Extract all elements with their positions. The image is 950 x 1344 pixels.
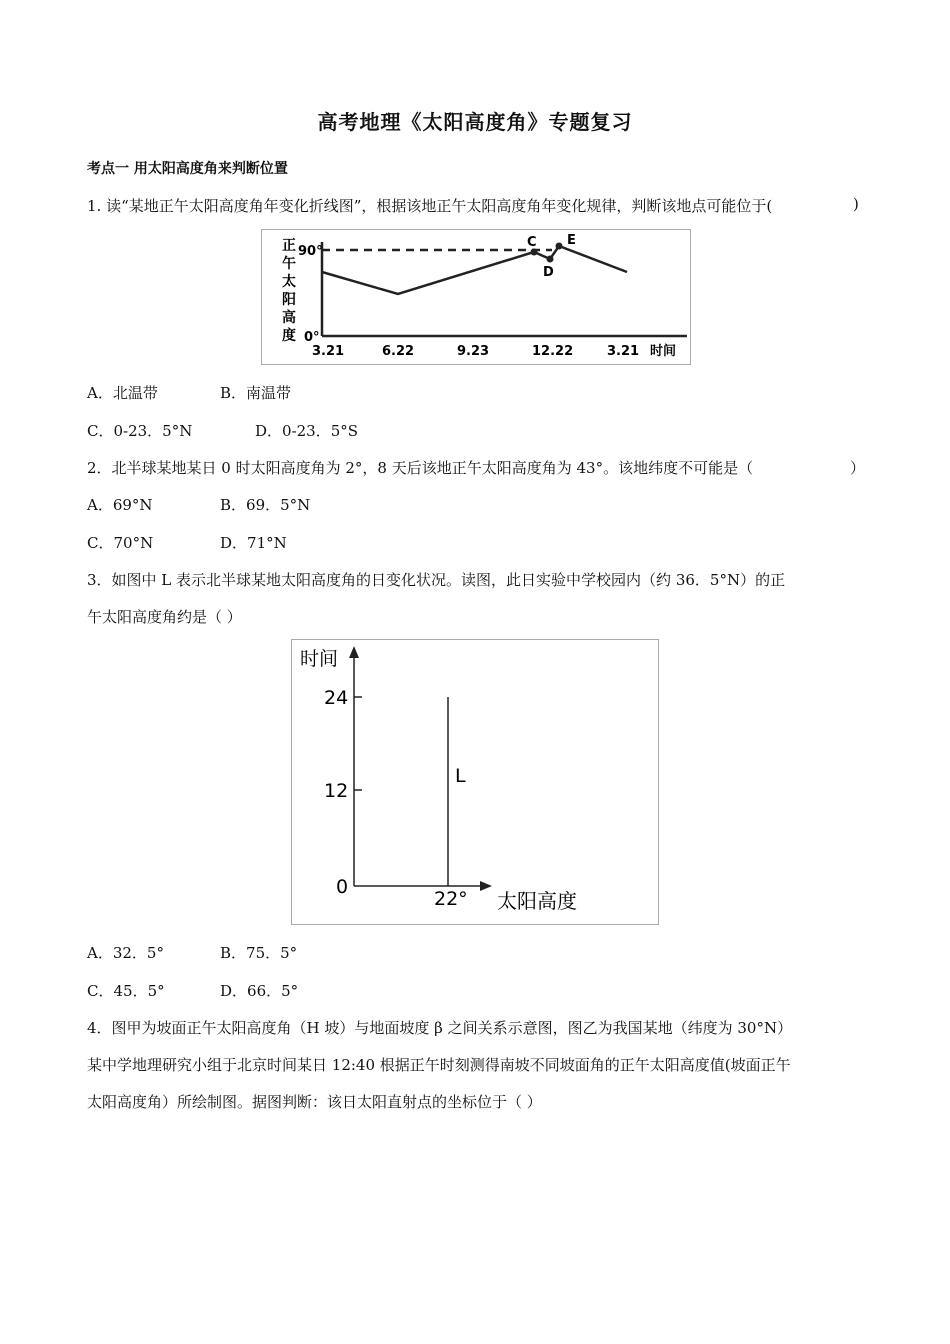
chart-1-point-e (556, 243, 563, 250)
question-2-option-b[interactable]: B．69．5°N (220, 496, 311, 514)
question-2-option-d[interactable]: D．71°N (220, 534, 287, 552)
page-title: 高考地理《太阳高度角》专题复习 (317, 110, 633, 134)
question-1-option-b[interactable]: B．南温带 (220, 384, 292, 402)
chart-2-ytick-24: 24 (324, 687, 349, 709)
question-1-option-d[interactable]: D．0-23．5°S (255, 422, 359, 440)
chart-1-point-d (547, 256, 554, 263)
chart-1-xtick-2: 6.22 (382, 344, 415, 359)
chart-1-ylabel-2: 午 (282, 256, 296, 272)
question-3-option-c[interactable]: C．45．5° (87, 982, 165, 1000)
chart-2-ytick-0: 0 (336, 876, 349, 898)
chart-1 (262, 230, 690, 364)
chart-2-frame (291, 639, 659, 925)
question-3-option-d[interactable]: D．66．5° (220, 982, 299, 1000)
chart-1-series-line (322, 246, 627, 294)
question-4-line-1: 4．图甲为坡面正午太阳高度角（H 坡）与地面坡度 β 之间关系示意图，图乙为我国某地（纬度为 30°N） (87, 1019, 793, 1037)
chart-2-ylabel: 时间 (300, 648, 339, 670)
question-2-paren: ） (850, 459, 866, 477)
chart-2 (292, 640, 658, 924)
chart-1-frame (261, 229, 691, 365)
section-heading: 考点一 用太阳高度角来判断位置 (87, 161, 288, 177)
question-3-option-b[interactable]: B．75．5° (220, 944, 298, 962)
chart-1-ylabel-5: 高 (282, 310, 296, 326)
question-2-text: 2．北半球某地某日 0 时太阳高度角为 2°，8 天后该地正午太阳高度角为 43°。该地纬度不可能是（ (87, 459, 754, 477)
chart-2-xlabel: 太阳高度 (497, 889, 577, 913)
chart-1-xtick-1: 3.21 (312, 344, 345, 359)
question-2-option-c[interactable]: C．70°N (87, 534, 154, 552)
chart-1-ytick-0: 0° (304, 330, 320, 345)
chart-1-xlabel: 时间 (650, 344, 677, 359)
chart-1-ylabel-4: 阳 (282, 292, 296, 308)
chart-2-series-label: L (455, 765, 466, 787)
question-2-option-a[interactable]: A．69°N (87, 496, 153, 514)
chart-2-y-arrow (349, 646, 359, 658)
chart-1-xtick-4: 12.22 (532, 344, 574, 359)
question-1-paren: ) (853, 195, 859, 213)
chart-1-xtick-3: 9.23 (457, 344, 490, 359)
question-1-text: 1. 读“某地正午太阳高度角年变化折线图”，根据该地正午太阳高度角年变化规律，判断该地点可能位于( (87, 197, 773, 215)
chart-1-label-c: C (527, 235, 537, 250)
chart-1-label-d: D (543, 265, 554, 280)
chart-1-ylabel-1: 正 (282, 238, 296, 254)
question-1-option-a[interactable]: A．北温带 (87, 384, 158, 402)
chart-2-x-arrow (480, 881, 492, 891)
chart-1-ytick-90: 90° (298, 244, 323, 259)
question-4-line-3: 太阳高度角）所绘制图。据图判断：该日太阳直射点的坐标位于（ ） (87, 1093, 542, 1111)
chart-1-ylabel-3: 太 (282, 274, 296, 290)
question-1-option-c[interactable]: C．0-23．5°N (87, 422, 193, 440)
chart-1-label-e: E (567, 233, 576, 248)
question-4-line-2: 某中学地理研究小组于北京时间某日 12:40 根据正午时刻测得南坡不同坡面角的正午太阳高度值(坡面正午 (87, 1056, 791, 1074)
question-3-option-a[interactable]: A．32．5° (87, 944, 164, 962)
chart-1-xtick-5: 3.21 (607, 344, 640, 359)
chart-2-ytick-12: 12 (324, 780, 349, 802)
chart-1-ylabel-6: 度 (282, 328, 296, 344)
question-3-line-2: 午太阳高度角约是（ ） (87, 608, 242, 626)
question-3-line-1: 3．如图中 L 表示北半球某地太阳高度角的日变化状况。读图，此日实验中学校园内（约 36．5°N）的正 (87, 571, 786, 589)
chart-2-xvalue-label: 22° (434, 888, 468, 910)
